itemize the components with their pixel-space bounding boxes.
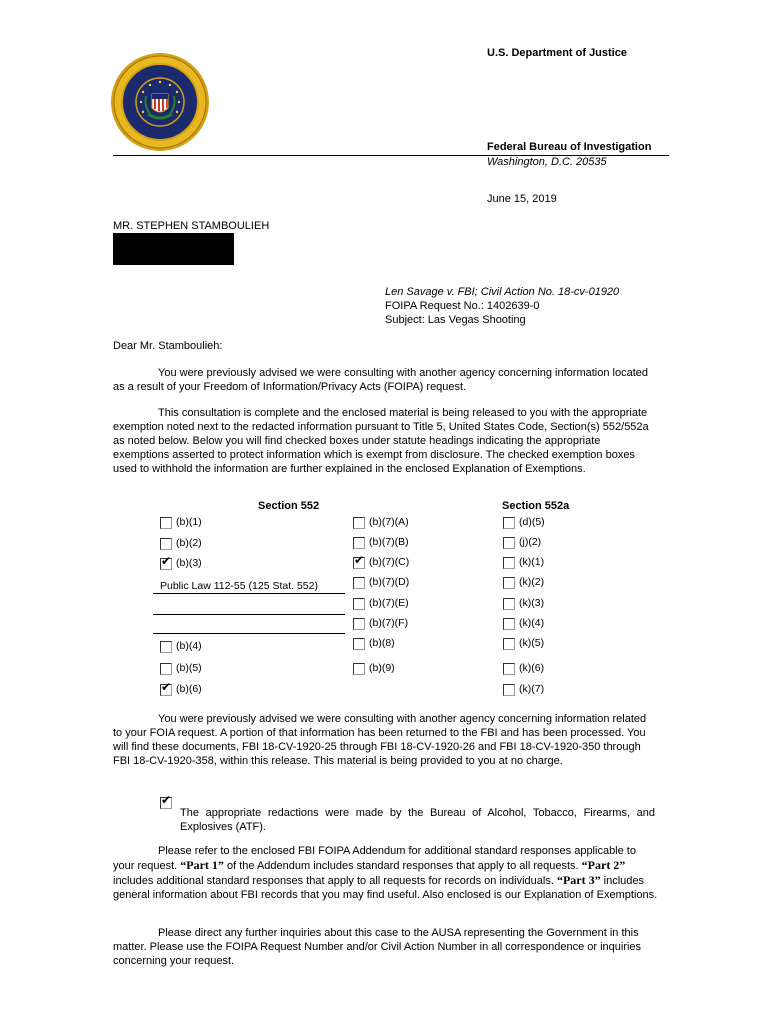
check-mark-icon: ✔	[161, 793, 172, 807]
exemption-label: (b)(2)	[176, 537, 202, 549]
exemption-label: (b)(3)	[176, 557, 202, 569]
paragraph-5-text: Please direct any further inquiries about this case to the AUSA representing the Government in this matter. Please use the FOIPA Request Number and/or Civil Action Number in all correspondence or inquiries concerning your request.	[113, 927, 642, 967]
letter-date: June 15, 2019	[487, 193, 557, 205]
exemption-label: (b)(1)	[176, 516, 202, 528]
exemption-checkbox[interactable]	[160, 538, 172, 550]
atf-redaction-note: The appropriate redactions were made by the Bureau of Alcohol, Tobacco, Firearms, and Explosives (ATF).	[180, 807, 655, 833]
paragraph-1	[113, 366, 658, 394]
paragraph-3	[113, 712, 658, 768]
exemption-checkbox[interactable]	[160, 663, 172, 675]
exemption-label: (d)(5)	[519, 516, 545, 528]
part-3-label: “Part 3”	[556, 873, 601, 887]
exemption-label: (k)(1)	[519, 556, 545, 568]
check-mark-icon: ✔	[161, 680, 172, 694]
exemption-checkbox[interactable]	[160, 517, 172, 529]
exemption-label: (k)(4)	[519, 617, 545, 629]
exemption-label: (j)(2)	[519, 536, 542, 548]
exemption-checkbox[interactable]	[353, 663, 365, 675]
fill-line	[153, 633, 345, 634]
paragraph-3-text: You were previously advised we were consulting with another agency concerning information related to your FOIA request. A portion of that information has been returned to the FBI and has been processed. You will find these documents, FBI 18-CV-1920-25 through FBI 18-CV-1920-26 and FBI 18-CV-1920-350 through FBI 18-CV-1920-358, within this release. This material is being provided to you at no charge.	[113, 713, 647, 767]
check-mark-icon: ✔	[354, 553, 365, 567]
salutation: Dear Mr. Stamboulieh:	[113, 340, 223, 352]
exemption-checkbox[interactable]	[503, 638, 515, 650]
exemption-label: (b)(7)(D)	[369, 576, 410, 588]
exemption-checkbox[interactable]	[160, 554, 172, 570]
request-number: FOIPA Request No.: 1402639-0	[385, 300, 540, 312]
exemption-checkbox[interactable]	[353, 577, 365, 589]
bureau-name: Federal Bureau of Investigation	[487, 141, 652, 153]
exemption-checkbox[interactable]	[503, 577, 515, 589]
exemption-label: (k)(6)	[519, 662, 545, 674]
request-subject: Subject: Las Vegas Shooting	[385, 314, 526, 326]
exemption-label: (b)(4)	[176, 640, 202, 652]
part-1-label: “Part 1”	[180, 858, 224, 872]
recipient-name: MR. STEPHEN STAMBOULIEH	[113, 220, 270, 232]
exemption-checkbox[interactable]	[503, 598, 515, 610]
exemption-checkbox[interactable]	[353, 553, 365, 569]
paragraph-4-text-b: of the Addendum includes standard responses that apply to all requests.	[223, 860, 582, 872]
redacted-address-block	[113, 233, 234, 265]
exemption-checkbox[interactable]	[503, 557, 515, 569]
fill-line	[153, 593, 345, 594]
exemption-label: (k)(2)	[519, 576, 545, 588]
paragraph-1-text: You were previously advised we were consulting with another agency concerning information located as a result of your Freedom of Information/Privacy Acts (FOIPA) request.	[113, 367, 648, 393]
check-mark-icon: ✔	[161, 554, 172, 568]
paragraph-5	[113, 926, 658, 968]
section-552a-heading: Section 552a	[502, 500, 570, 512]
exemption-checkbox[interactable]	[503, 663, 515, 675]
part-2-label: “Part 2”	[581, 858, 626, 872]
header-rule	[113, 155, 669, 156]
exemption-checkbox[interactable]	[160, 641, 172, 653]
atf-redaction-checkbox[interactable]	[160, 793, 172, 809]
exemption-checkbox[interactable]	[503, 684, 515, 696]
bureau-location: Washington, D.C. 20535	[487, 156, 607, 168]
exemption-label: (b)(6)	[176, 683, 202, 695]
exemption-checkbox[interactable]	[160, 680, 172, 696]
exemption-checkbox[interactable]	[353, 618, 365, 630]
fbi-seal-logo	[110, 52, 210, 152]
exemption-checkbox[interactable]	[353, 517, 365, 529]
paragraph-4-text-d: includes general information about FBI records that you may find useful. Also enclosed is our Explanation of Exemptions.	[113, 875, 658, 901]
exemption-label: (b)(8)	[369, 637, 395, 649]
exemption-checkbox[interactable]	[503, 618, 515, 630]
exemption-label: (k)(3)	[519, 597, 545, 609]
exemption-label: (b)(7)(F)	[369, 617, 409, 629]
exemption-checkbox[interactable]	[353, 598, 365, 610]
fill-line	[153, 614, 345, 615]
case-reference: Len Savage v. FBI; Civil Action No. 18-cv-01920	[385, 286, 620, 298]
paragraph-2-text: This consultation is complete and the enclosed material is being released to you with the appropriate exemption noted next to the redacted information pursuant to Title 5, United States Code, Section(s) 552/552a as noted below. Below you will find checked boxes under statute headings indicating the appropriate exemptions asserted to protect information which is exempt from disclosure. The checked exemption boxes used to withhold the information are further explained in the enclosed Explanation of Exemptions.	[113, 407, 649, 475]
exemption-checkbox[interactable]	[353, 537, 365, 549]
exemption-label: (b)(5)	[176, 662, 202, 674]
exemption-label: (k)(5)	[519, 637, 545, 649]
department-name: U.S. Department of Justice	[487, 47, 627, 59]
public-law-citation: Public Law 112-55 (125 Stat. 552)	[160, 580, 318, 592]
paragraph-4	[113, 844, 658, 902]
paragraph-4-text-a: Please refer to the enclosed FBI FOIPA Addendum for additional standard responses applicable to your request.	[113, 845, 636, 872]
exemption-label: (b)(7)(B)	[369, 536, 409, 548]
exemption-label: (b)(7)(E)	[369, 597, 409, 609]
exemption-checkbox[interactable]	[503, 537, 515, 549]
exemption-label: (k)(7)	[519, 683, 545, 695]
exemption-checkbox[interactable]	[353, 638, 365, 650]
exemption-label: (b)(7)(C)	[369, 556, 410, 568]
exemption-label: (b)(9)	[369, 662, 395, 674]
exemption-label: (b)(7)(A)	[369, 516, 409, 528]
paragraph-4-text-c: includes additional standard responses that apply to all requests for records on individuals.	[113, 875, 557, 887]
section-552-heading: Section 552	[258, 500, 320, 512]
paragraph-2	[113, 406, 658, 476]
exemption-checkbox[interactable]	[503, 517, 515, 529]
